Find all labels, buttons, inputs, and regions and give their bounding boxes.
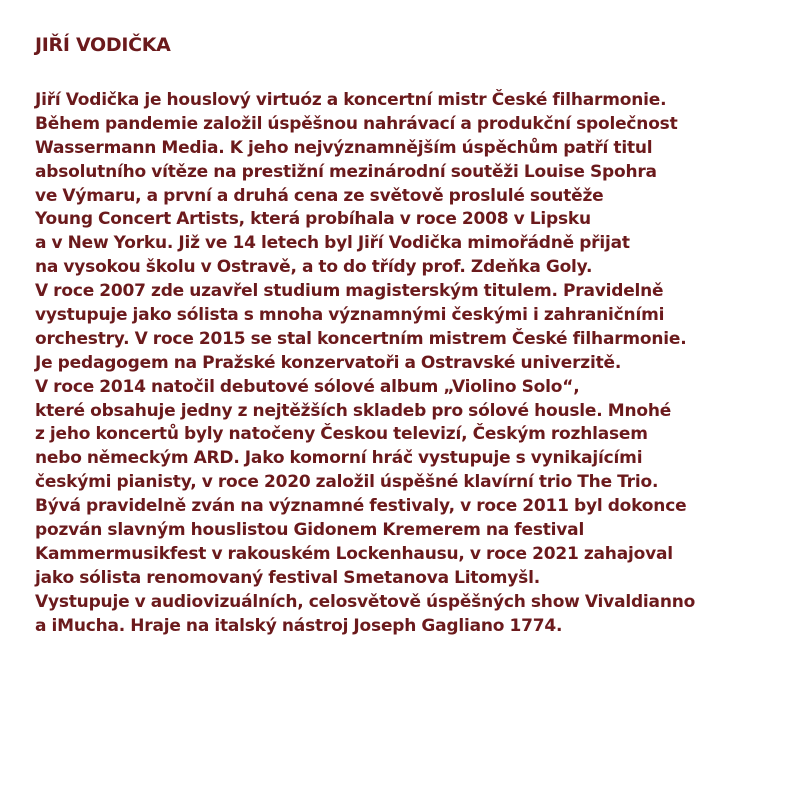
biography-paragraph bbox=[35, 89, 780, 638]
text-line: absolutního vítěze na prestižní mezinárodní soutěži Louise Spohra bbox=[35, 161, 657, 182]
text-line: Jiří Vodička je houslový virtuóz a koncertní mistr České filharmonie. bbox=[35, 90, 667, 110]
text-line: orchestry. V roce 2015 se stal koncertním mistrem České filharmonie. bbox=[35, 328, 687, 349]
text-line: ve Výmaru, a první a druhá cena ze světově proslulé soutěže bbox=[35, 185, 604, 206]
text-line: V roce 2014 natočil debutové sólové album „Violino Solo“, bbox=[35, 376, 580, 397]
page-title: JIŘÍ VODIČKA bbox=[35, 34, 171, 56]
text-line: které obsahuje jedny z nejtěžších skladeb pro sólové housle. Mnohé bbox=[35, 400, 672, 421]
text-line: Wassermann Media. K jeho nejvýznamnějším úspěchům patří titul bbox=[35, 137, 653, 158]
text-line: a v New Yorku. Již ve 14 letech byl Jiří Vodička mimořádně přijat bbox=[35, 233, 630, 254]
text-line: vystupuje jako sólista s mnoha významnými českými i zahraničními bbox=[35, 305, 665, 326]
text-line: Young Concert Artists, která probíhala v roce 2008 v Lipsku bbox=[35, 209, 591, 230]
text-line: na vysokou školu v Ostravě, a to do třídy prof. Zdeňka Goly. bbox=[35, 257, 593, 278]
text-line: Bývá pravidelně zván na významné festivaly, v roce 2011 byl dokonce bbox=[35, 496, 687, 517]
text-line: Kammermusikfest v rakouském Lockenhausu, v roce 2021 zahajoval bbox=[35, 543, 673, 564]
text-line: jako sólista renomovaný festival Smetanova Litomyšl. bbox=[35, 567, 540, 588]
text-line: Během pandemie založil úspěšnou nahrávací a produkční společnost bbox=[35, 113, 678, 134]
text-line: českými pianisty, v roce 2020 založil úspěšné klavírní trio The Trio. bbox=[35, 472, 659, 493]
text-line: Je pedagogem na Pražské konzervatoři a Ostravské univerzitě. bbox=[35, 352, 622, 373]
text-line: pozván slavným houslistou Gidonem Kremerem na festival bbox=[35, 520, 585, 541]
text-line: a iMucha. Hraje na italský nástroj Joseph Gagliano 1774. bbox=[35, 615, 563, 636]
text-line: z jeho koncertů byly natočeny Českou televizí, Českým rozhlasem bbox=[35, 424, 648, 445]
text-line: Vystupuje v audiovizuálních, celosvětově úspěšných show Vivaldianno bbox=[35, 591, 696, 612]
text-line: V roce 2007 zde uzavřel studium magisterským titulem. Pravidelně bbox=[35, 281, 664, 302]
text-line: nebo německým ARD. Jako komorní hráč vystupuje s vynikajícími bbox=[35, 448, 643, 469]
